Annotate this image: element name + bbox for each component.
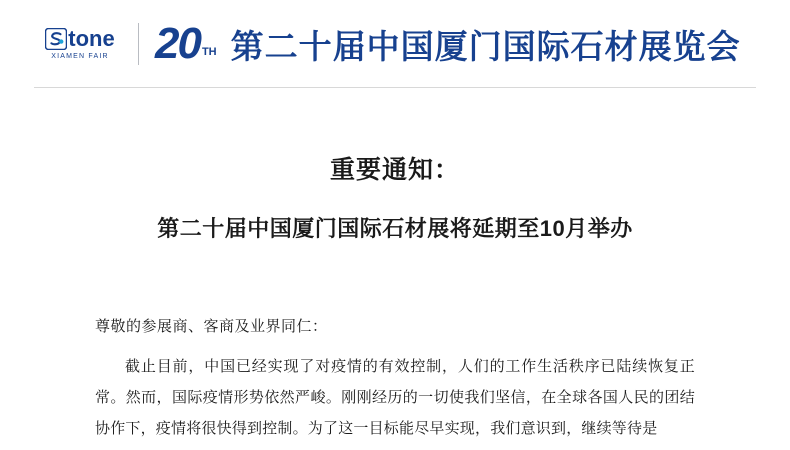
stone-fair-logo[interactable]	[34, 28, 126, 60]
salutation: 尊敬的参展商、客商及业界同仁：	[95, 319, 328, 335]
site-header	[0, 0, 790, 88]
header-bottom-rule	[34, 87, 756, 88]
logo-wordmark	[45, 28, 114, 50]
anniversary-suffix: TH	[201, 45, 217, 58]
anniversary-number: 20	[155, 19, 200, 69]
anniversary-mark	[155, 19, 217, 69]
document-body	[0, 150, 790, 444]
logo-word-text: tone	[68, 26, 115, 51]
header-divider	[138, 23, 139, 65]
logo-subtitle: XIAMEN FAIR	[51, 53, 109, 60]
notice-title: 重要通知：	[329, 156, 460, 184]
notice-subtitle: 第二十届中国厦门国际石材展将延期至10月举办	[157, 216, 633, 241]
stone-s-monogram-icon	[45, 28, 67, 50]
body-paragraph-1: 截止目前，中国已经实现了对疫情的有效控制，人们的工作生活秩序已陆续恢复正常。然而，国际疫情形势依然严峻。刚刚经历的一切使我们坚信，在全球各国人民的团结协作下，疫情将很快得到控制。为了这一目标能尽早实现，我们意识到，继续等待是	[95, 359, 695, 437]
header-title: 第二十届中国厦门国际石材展览会	[230, 27, 741, 65]
